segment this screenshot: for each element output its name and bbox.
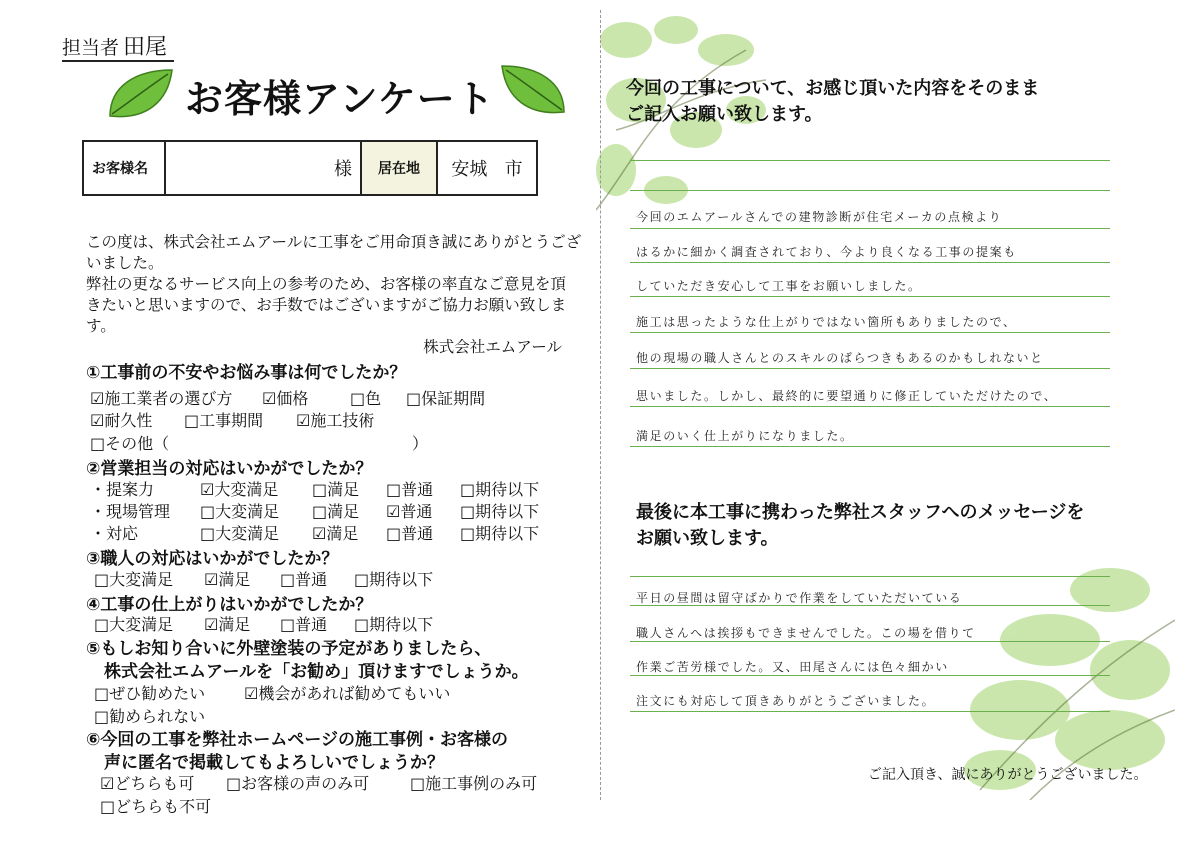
q6-option[interactable]: □どちらも不可 <box>100 797 212 816</box>
customer-info-table <box>82 140 538 196</box>
q4-option[interactable]: □普通 <box>280 615 328 634</box>
feedback-handwriting-line: 満足のいく仕上がりになりました。 <box>636 429 854 443</box>
intro-text <box>86 232 586 358</box>
handler-name: 田尾 <box>123 35 168 60</box>
q1-option[interactable]: □色 <box>350 389 382 408</box>
question-3-title: ③職人の対応はいかがでしたか？ <box>86 549 339 569</box>
message-title-line: 最後に本工事に携わった弊社スタッフへのメッセージを <box>636 502 1085 523</box>
q1-option[interactable]: □保証期間 <box>406 389 486 408</box>
writing-line <box>630 262 1110 263</box>
feedback-title-line: 今回の工事について、お感じ頂いた内容をそのまま <box>626 78 1040 99</box>
q2-row-label: ・対応 <box>90 524 139 543</box>
q4-option[interactable]: □期待以下 <box>354 615 434 634</box>
q3-option[interactable]: □普通 <box>280 570 328 589</box>
question-1-title: ①工事前の不安やお悩み事は何でしたか？ <box>86 363 407 383</box>
q6-option[interactable]: □お客様の声のみ可 <box>226 774 370 793</box>
question-2-title: ②営業担当の対応はいかがでしたか？ <box>86 459 373 479</box>
q5-option[interactable]: ☑機会があれば勧めてもいい <box>244 684 451 703</box>
leaf-icon <box>498 62 568 118</box>
writing-line <box>630 332 1110 333</box>
writing-line <box>630 576 1110 577</box>
customer-name-suffix: 様 <box>334 159 352 180</box>
q5-option[interactable]: □勧められない <box>94 707 206 726</box>
feedback-handwriting-line: 施工は思ったような仕上がりではない箇所もありましたので、 <box>636 315 1017 329</box>
q2-option[interactable]: □大変満足 <box>200 524 280 543</box>
intro-line: いました。 <box>86 254 164 272</box>
question-5-title: 株式会社エムアールを「お勧め」頂けますでしょうか。 <box>104 662 529 682</box>
q6-option[interactable]: □施工事例のみ可 <box>410 774 538 793</box>
question-6-title: 声に匿名で掲載してもよろしいでしょうか？ <box>104 753 444 773</box>
q2-row-label: ・提案力 <box>90 480 155 499</box>
feedback-handwriting-line: 今回のエムアールさんでの建物診断が住宅メーカの点検より <box>636 210 1003 224</box>
q2-option[interactable]: □大変満足 <box>200 502 280 521</box>
message-handwriting-line: 平日の昼間は留守ばかりで作業をしていただいている <box>636 591 963 605</box>
customer-name-field[interactable] <box>165 141 361 195</box>
q1-other-close: ） <box>412 434 429 453</box>
message-handwriting-line: 職人さんへは挨拶もできませんでした。この場を借りて <box>636 626 976 640</box>
feedback-title <box>626 76 1039 128</box>
q1-option[interactable]: ☑耐久性 <box>90 411 153 430</box>
question-4-title: ④工事の仕上がりはいかがでしたか？ <box>86 595 373 615</box>
q2-option[interactable]: ☑大変満足 <box>200 480 279 499</box>
intro-line: 弊社の更なるサービス向上の参考のため、お客様の率直なご意見を頂 <box>86 275 566 293</box>
feedback-handwriting-line: 思いました。しかし、最終的に要望通りに修正していただけたので、 <box>636 389 1058 403</box>
message-handwriting-line: 注文にも対応して頂きありがとうございました。 <box>636 694 936 708</box>
feedback-handwriting-line: 他の現場の職人さんとのスキルのばらつきもあるのかもしれないと <box>636 351 1044 365</box>
q1-option[interactable]: □工事期間 <box>184 411 264 430</box>
q2-option[interactable]: □普通 <box>386 524 434 543</box>
q1-option-other[interactable]: □その他（ <box>90 434 170 453</box>
page-title: お客様アンケート <box>185 77 495 121</box>
feedback-handwriting-line: はるかに細かく調査されており、今より良くなる工事の提案も <box>636 245 1017 259</box>
q4-option[interactable]: □大変満足 <box>94 615 174 634</box>
writing-line <box>630 160 1110 161</box>
leaf-icon <box>106 66 176 122</box>
handler-underline <box>62 60 174 62</box>
writing-line <box>630 190 1110 191</box>
question-5-title: ⑤もしお知り合いに外壁塗装の予定がありましたら、 <box>86 639 492 659</box>
q1-option[interactable]: ☑価格 <box>262 389 309 408</box>
writing-line <box>630 641 1110 642</box>
q5-option[interactable]: □ぜひ勧めたい <box>94 684 206 703</box>
q2-row-label: ・現場管理 <box>90 502 171 521</box>
q2-option[interactable]: □期待以下 <box>460 502 540 521</box>
feedback-handwriting-line: していただき安心して工事をお願いしました。 <box>636 279 922 293</box>
message-title-line: お願い致します。 <box>636 528 779 549</box>
q2-option[interactable]: □満足 <box>312 502 360 521</box>
intro-line: この度は、株式会社エムアールに工事をご用命頂き誠にありがとうござ <box>86 233 582 251</box>
writing-line <box>630 675 1110 676</box>
intro-company: 株式会社エムアール <box>423 338 562 356</box>
page-divider <box>600 10 601 800</box>
writing-line <box>630 446 1110 447</box>
q3-option[interactable]: □大変満足 <box>94 570 174 589</box>
feedback-title-line: ご記入お願い致します。 <box>626 104 823 125</box>
q2-option[interactable]: □期待以下 <box>460 480 540 499</box>
closing-thanks: ご記入頂き、誠にありがとうございました。 <box>868 767 1148 783</box>
q2-option[interactable]: □期待以下 <box>460 524 540 543</box>
q3-option[interactable]: ☑満足 <box>204 570 251 589</box>
writing-line <box>630 406 1110 407</box>
q1-option[interactable]: ☑施工技術 <box>296 411 375 430</box>
intro-line: きたいと思いますので、お手数ではございますがご協力お願い致します。 <box>86 296 567 335</box>
city-field[interactable] <box>437 141 537 195</box>
writing-line <box>630 228 1110 229</box>
city-value: 安城 <box>451 159 488 180</box>
handler-label: 担当者 <box>62 37 120 59</box>
q2-option[interactable]: □普通 <box>386 480 434 499</box>
writing-line <box>630 296 1110 297</box>
message-title <box>636 500 1084 552</box>
question-6-title: ⑥今回の工事を弊社ホームページの施工事例・お客様の <box>86 730 509 750</box>
customer-name-label: お客様名 <box>83 141 165 195</box>
q6-option[interactable]: ☑どちらも可 <box>100 774 195 793</box>
message-handwriting-line: 作業ご苦労様でした。又、田尾さんには色々細かい <box>636 660 949 674</box>
writing-line <box>630 711 1110 712</box>
q2-option[interactable]: □満足 <box>312 480 360 499</box>
city-suffix: 市 <box>504 159 523 180</box>
q2-option[interactable]: ☑満足 <box>312 524 359 543</box>
q3-option[interactable]: □期待以下 <box>354 570 434 589</box>
q1-option[interactable]: ☑施工業者の選び方 <box>90 389 233 408</box>
handler <box>62 30 167 61</box>
q4-option[interactable]: ☑満足 <box>204 615 251 634</box>
q2-option[interactable]: ☑普通 <box>386 502 433 521</box>
city-label: 居在地 <box>361 141 437 195</box>
writing-line <box>630 368 1110 369</box>
